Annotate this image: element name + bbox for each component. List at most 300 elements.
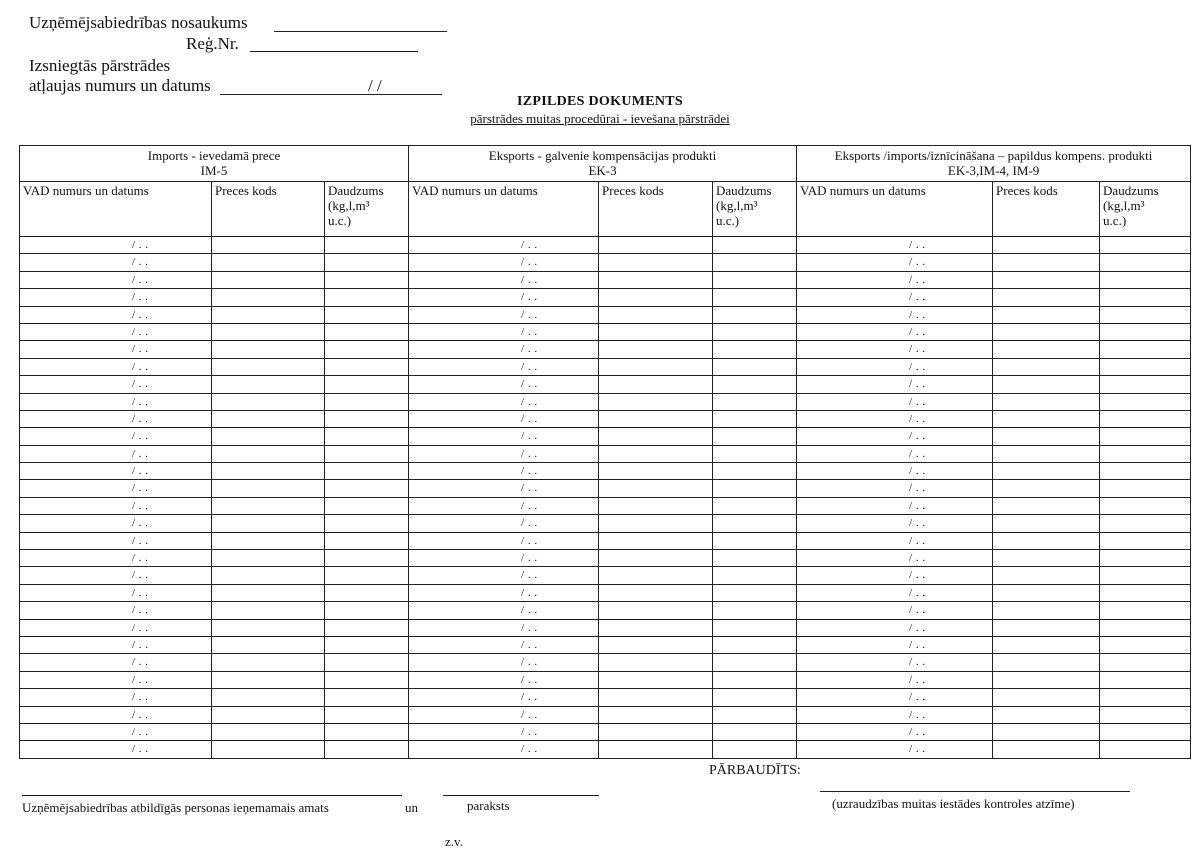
- vad-cell-export[interactable]: [409, 619, 599, 636]
- code-cell-export[interactable]: [599, 237, 713, 254]
- qty-cell-additional[interactable]: [1100, 654, 1191, 671]
- date-placeholder: / . .: [909, 673, 926, 686]
- vad-cell-export[interactable]: [409, 584, 599, 601]
- qty-cell-import[interactable]: [325, 480, 409, 497]
- code-cell-import[interactable]: [212, 706, 325, 723]
- qty-cell-additional[interactable]: [1100, 671, 1191, 688]
- vad-cell-import[interactable]: [20, 271, 212, 288]
- vad-cell-import[interactable]: [20, 515, 212, 532]
- vad-cell-additional[interactable]: [797, 237, 993, 254]
- code-cell-import[interactable]: [212, 741, 325, 758]
- vad-cell-import[interactable]: [20, 445, 212, 462]
- vad-cell-export[interactable]: [409, 445, 599, 462]
- code-cell-import[interactable]: [212, 237, 325, 254]
- code-cell-additional[interactable]: [993, 654, 1100, 671]
- qty-cell-import[interactable]: [325, 428, 409, 445]
- vad-cell-additional[interactable]: [797, 706, 993, 723]
- qty-cell-additional[interactable]: [1100, 428, 1191, 445]
- qty-cell-import[interactable]: [325, 636, 409, 653]
- vad-cell-import[interactable]: [20, 619, 212, 636]
- vad-cell-import[interactable]: [20, 689, 212, 706]
- vad-cell-additional[interactable]: [797, 376, 993, 393]
- qty-cell-additional[interactable]: [1100, 550, 1191, 567]
- code-cell-import[interactable]: [212, 515, 325, 532]
- qty-cell-export[interactable]: [713, 376, 797, 393]
- qty-cell-import[interactable]: [325, 723, 409, 740]
- vad-cell-additional[interactable]: [797, 741, 993, 758]
- vad-cell-export[interactable]: [409, 428, 599, 445]
- vad-cell-additional[interactable]: [797, 636, 993, 653]
- vad-cell-additional[interactable]: [797, 480, 993, 497]
- qty-cell-export[interactable]: [713, 636, 797, 653]
- qty-cell-additional[interactable]: [1100, 723, 1191, 740]
- qty-cell-additional[interactable]: [1100, 567, 1191, 584]
- code-cell-additional[interactable]: [993, 376, 1100, 393]
- vad-cell-additional[interactable]: [797, 254, 993, 271]
- code-cell-export[interactable]: [599, 636, 713, 653]
- qty-cell-additional[interactable]: [1100, 358, 1191, 375]
- qty-cell-additional[interactable]: [1100, 323, 1191, 340]
- code-cell-additional[interactable]: [993, 271, 1100, 288]
- vad-cell-export[interactable]: [409, 706, 599, 723]
- code-cell-import[interactable]: [212, 532, 325, 549]
- vad-cell-import[interactable]: [20, 636, 212, 653]
- code-cell-additional[interactable]: [993, 723, 1100, 740]
- code-cell-export[interactable]: [599, 619, 713, 636]
- table-row: [20, 619, 1191, 636]
- code-cell-export[interactable]: [599, 602, 713, 619]
- qty-cell-additional[interactable]: [1100, 741, 1191, 758]
- qty-cell-export[interactable]: [713, 550, 797, 567]
- qty-cell-export[interactable]: [713, 480, 797, 497]
- qty-cell-import[interactable]: [325, 619, 409, 636]
- qty-cell-export[interactable]: [713, 515, 797, 532]
- code-cell-import[interactable]: [212, 689, 325, 706]
- code-cell-additional[interactable]: [993, 306, 1100, 323]
- code-cell-import[interactable]: [212, 358, 325, 375]
- vad-cell-import[interactable]: [20, 237, 212, 254]
- vad-cell-additional[interactable]: [797, 445, 993, 462]
- vad-cell-export[interactable]: [409, 723, 599, 740]
- code-cell-additional[interactable]: [993, 393, 1100, 410]
- vad-cell-export[interactable]: [409, 480, 599, 497]
- qty-cell-export[interactable]: [713, 341, 797, 358]
- permit-date-slashes: / /: [368, 76, 382, 95]
- code-cell-additional[interactable]: [993, 550, 1100, 567]
- qty-cell-import[interactable]: [325, 654, 409, 671]
- vad-cell-export[interactable]: [409, 636, 599, 653]
- vad-cell-import[interactable]: [20, 410, 212, 427]
- vad-cell-export[interactable]: [409, 358, 599, 375]
- qty-cell-additional[interactable]: [1100, 271, 1191, 288]
- qty-cell-additional[interactable]: [1100, 689, 1191, 706]
- code-cell-import[interactable]: [212, 636, 325, 653]
- code-cell-export[interactable]: [599, 532, 713, 549]
- vad-cell-additional[interactable]: [797, 515, 993, 532]
- qty-cell-additional[interactable]: [1100, 376, 1191, 393]
- code-cell-import[interactable]: [212, 619, 325, 636]
- vad-cell-import[interactable]: [20, 341, 212, 358]
- qty-cell-export[interactable]: [713, 567, 797, 584]
- qty-cell-import[interactable]: [325, 289, 409, 306]
- qty-cell-import[interactable]: [325, 497, 409, 514]
- vad-cell-export[interactable]: [409, 306, 599, 323]
- qty-cell-export[interactable]: [713, 671, 797, 688]
- qty-cell-additional[interactable]: [1100, 341, 1191, 358]
- qty-cell-import[interactable]: [325, 341, 409, 358]
- code-cell-export[interactable]: [599, 567, 713, 584]
- code-cell-export[interactable]: [599, 515, 713, 532]
- qty-cell-export[interactable]: [713, 393, 797, 410]
- vad-cell-import[interactable]: [20, 706, 212, 723]
- date-placeholder: / . .: [909, 621, 926, 634]
- vad-cell-export[interactable]: [409, 741, 599, 758]
- qty-cell-additional[interactable]: [1100, 237, 1191, 254]
- vad-cell-import[interactable]: [20, 550, 212, 567]
- code-cell-import[interactable]: [212, 410, 325, 427]
- qty-cell-additional[interactable]: [1100, 497, 1191, 514]
- qty-cell-import[interactable]: [325, 358, 409, 375]
- vad-cell-additional[interactable]: [797, 550, 993, 567]
- vad-cell-additional[interactable]: [797, 410, 993, 427]
- vad-cell-additional[interactable]: [797, 497, 993, 514]
- qty-cell-import[interactable]: [325, 376, 409, 393]
- permit-label-line1: Izsniegtās pārstrādes: [29, 56, 171, 75]
- vad-cell-additional[interactable]: [797, 654, 993, 671]
- code-cell-import[interactable]: [212, 445, 325, 462]
- qty-cell-additional[interactable]: [1100, 602, 1191, 619]
- qty-cell-additional[interactable]: [1100, 393, 1191, 410]
- vad-cell-import[interactable]: [20, 532, 212, 549]
- qty-cell-import[interactable]: [325, 254, 409, 271]
- vad-cell-additional[interactable]: [797, 289, 993, 306]
- qty-cell-import[interactable]: [325, 463, 409, 480]
- vad-cell-additional[interactable]: [797, 323, 993, 340]
- qty-cell-import[interactable]: [325, 706, 409, 723]
- code-cell-export[interactable]: [599, 254, 713, 271]
- code-cell-import[interactable]: [212, 567, 325, 584]
- vad-cell-additional[interactable]: [797, 567, 993, 584]
- code-cell-export[interactable]: [599, 410, 713, 427]
- code-cell-additional[interactable]: [993, 445, 1100, 462]
- qty-cell-export[interactable]: [713, 323, 797, 340]
- qty-cell-import[interactable]: [325, 410, 409, 427]
- code-cell-additional[interactable]: [993, 706, 1100, 723]
- vad-cell-import[interactable]: [20, 654, 212, 671]
- vad-cell-export[interactable]: [409, 515, 599, 532]
- code-cell-export[interactable]: [599, 271, 713, 288]
- qty-cell-export[interactable]: [713, 463, 797, 480]
- code-cell-additional[interactable]: [993, 497, 1100, 514]
- vad-cell-export[interactable]: [409, 497, 599, 514]
- code-cell-import[interactable]: [212, 428, 325, 445]
- code-cell-import[interactable]: [212, 341, 325, 358]
- code-cell-additional[interactable]: [993, 515, 1100, 532]
- code-cell-export[interactable]: [599, 428, 713, 445]
- qty-cell-additional[interactable]: [1100, 445, 1191, 462]
- qty-cell-additional[interactable]: [1100, 619, 1191, 636]
- qty-cell-additional[interactable]: [1100, 463, 1191, 480]
- code-cell-export[interactable]: [599, 671, 713, 688]
- vad-cell-import[interactable]: [20, 376, 212, 393]
- qty-cell-export[interactable]: [713, 289, 797, 306]
- code-cell-additional[interactable]: [993, 636, 1100, 653]
- code-cell-export[interactable]: [599, 480, 713, 497]
- vad-cell-additional[interactable]: [797, 271, 993, 288]
- vad-cell-export[interactable]: [409, 254, 599, 271]
- vad-cell-import[interactable]: [20, 480, 212, 497]
- qty-cell-import[interactable]: [325, 689, 409, 706]
- vad-cell-import[interactable]: [20, 428, 212, 445]
- and-label: un: [405, 800, 418, 815]
- vad-cell-export[interactable]: [409, 671, 599, 688]
- vad-cell-import[interactable]: [20, 497, 212, 514]
- code-cell-import[interactable]: [212, 393, 325, 410]
- code-cell-import[interactable]: [212, 550, 325, 567]
- vad-cell-additional[interactable]: [797, 463, 993, 480]
- code-cell-additional[interactable]: [993, 584, 1100, 601]
- qty-cell-additional[interactable]: [1100, 584, 1191, 601]
- vad-cell-export[interactable]: [409, 550, 599, 567]
- date-placeholder: / . .: [909, 638, 926, 651]
- vad-cell-import[interactable]: [20, 602, 212, 619]
- vad-cell-additional[interactable]: [797, 723, 993, 740]
- vad-cell-export[interactable]: [409, 602, 599, 619]
- qty-cell-export[interactable]: [713, 741, 797, 758]
- document-title: IZPILDES DOKUMENTS: [516, 94, 684, 109]
- code-cell-additional[interactable]: [993, 602, 1100, 619]
- code-cell-additional[interactable]: [993, 567, 1100, 584]
- code-cell-additional[interactable]: [993, 254, 1100, 271]
- vad-cell-export[interactable]: [409, 532, 599, 549]
- qty-cell-import[interactable]: [325, 532, 409, 549]
- code-cell-import[interactable]: [212, 584, 325, 601]
- company-name-field[interactable]: [274, 31, 447, 32]
- code-cell-additional[interactable]: [993, 741, 1100, 758]
- qty-cell-export[interactable]: [713, 532, 797, 549]
- date-placeholder: / . .: [132, 412, 149, 425]
- date-placeholder: / . .: [132, 552, 149, 565]
- table-row: [20, 532, 1191, 549]
- vad-cell-export[interactable]: [409, 289, 599, 306]
- qty-cell-export[interactable]: [713, 706, 797, 723]
- qty-cell-import[interactable]: [325, 515, 409, 532]
- qty-cell-export[interactable]: [713, 602, 797, 619]
- code-cell-additional[interactable]: [993, 689, 1100, 706]
- col-vad-additional: VAD numurs un datums: [797, 182, 993, 237]
- qty-cell-import[interactable]: [325, 445, 409, 462]
- qty-cell-export[interactable]: [713, 497, 797, 514]
- vad-cell-export[interactable]: [409, 410, 599, 427]
- vad-cell-import[interactable]: [20, 584, 212, 601]
- code-cell-export[interactable]: [599, 654, 713, 671]
- qty-cell-export[interactable]: [713, 410, 797, 427]
- code-cell-export[interactable]: [599, 497, 713, 514]
- code-cell-export[interactable]: [599, 376, 713, 393]
- qty-cell-import[interactable]: [325, 393, 409, 410]
- code-cell-export[interactable]: [599, 463, 713, 480]
- code-cell-import[interactable]: [212, 723, 325, 740]
- qty-cell-import[interactable]: [325, 323, 409, 340]
- qty-cell-additional[interactable]: [1100, 306, 1191, 323]
- qty-cell-export[interactable]: [713, 271, 797, 288]
- vad-cell-additional[interactable]: [797, 358, 993, 375]
- qty-cell-import[interactable]: [325, 602, 409, 619]
- date-placeholder: / . .: [132, 360, 149, 373]
- code-cell-additional[interactable]: [993, 289, 1100, 306]
- vad-cell-import[interactable]: [20, 358, 212, 375]
- code-cell-import[interactable]: [212, 497, 325, 514]
- vad-cell-import[interactable]: [20, 723, 212, 740]
- qty-cell-additional[interactable]: [1100, 254, 1191, 271]
- code-cell-additional[interactable]: [993, 463, 1100, 480]
- code-cell-export[interactable]: [599, 741, 713, 758]
- table-row: [20, 323, 1191, 340]
- vad-cell-import[interactable]: [20, 671, 212, 688]
- vad-cell-additional[interactable]: [797, 393, 993, 410]
- code-cell-export[interactable]: [599, 550, 713, 567]
- qty-cell-additional[interactable]: [1100, 289, 1191, 306]
- qty-cell-export[interactable]: [713, 445, 797, 462]
- vad-cell-additional[interactable]: [797, 689, 993, 706]
- qty-cell-additional[interactable]: [1100, 410, 1191, 427]
- permit-label-line2: atļaujas numurs un datums: [29, 76, 211, 95]
- vad-cell-export[interactable]: [409, 393, 599, 410]
- code-cell-export[interactable]: [599, 706, 713, 723]
- date-placeholder: / . .: [909, 395, 926, 408]
- vad-cell-export[interactable]: [409, 376, 599, 393]
- code-cell-import[interactable]: [212, 480, 325, 497]
- qty-cell-export[interactable]: [713, 584, 797, 601]
- qty-cell-import[interactable]: [325, 671, 409, 688]
- date-placeholder: / . .: [521, 656, 538, 669]
- code-cell-import[interactable]: [212, 671, 325, 688]
- code-cell-export[interactable]: [599, 341, 713, 358]
- code-cell-additional[interactable]: [993, 341, 1100, 358]
- signature-line[interactable]: [443, 795, 599, 796]
- vad-cell-export[interactable]: [409, 689, 599, 706]
- code-cell-import[interactable]: [212, 602, 325, 619]
- code-cell-import[interactable]: [212, 463, 325, 480]
- code-cell-import[interactable]: [212, 271, 325, 288]
- vad-cell-export[interactable]: [409, 463, 599, 480]
- qty-cell-export[interactable]: [713, 306, 797, 323]
- code-cell-additional[interactable]: [993, 671, 1100, 688]
- code-cell-import[interactable]: [212, 323, 325, 340]
- code-cell-export[interactable]: [599, 393, 713, 410]
- vad-cell-additional[interactable]: [797, 306, 993, 323]
- vad-cell-import[interactable]: [20, 289, 212, 306]
- qty-cell-import[interactable]: [325, 584, 409, 601]
- code-cell-export[interactable]: [599, 289, 713, 306]
- date-placeholder: / . .: [132, 517, 149, 530]
- vad-cell-additional[interactable]: [797, 619, 993, 636]
- code-cell-additional[interactable]: [993, 410, 1100, 427]
- code-cell-import[interactable]: [212, 306, 325, 323]
- qty-cell-export[interactable]: [713, 654, 797, 671]
- date-placeholder: / . .: [521, 638, 538, 651]
- qty-cell-import[interactable]: [325, 237, 409, 254]
- code-cell-export[interactable]: [599, 723, 713, 740]
- code-cell-additional[interactable]: [993, 323, 1100, 340]
- table-row: [20, 237, 1191, 254]
- qty-cell-import[interactable]: [325, 550, 409, 567]
- date-placeholder: / . .: [132, 395, 149, 408]
- vad-cell-import[interactable]: [20, 463, 212, 480]
- vad-cell-additional[interactable]: [797, 671, 993, 688]
- code-cell-additional[interactable]: [993, 619, 1100, 636]
- date-placeholder: / . .: [909, 743, 926, 756]
- position-signature-line[interactable]: [22, 795, 402, 796]
- vad-cell-additional[interactable]: [797, 341, 993, 358]
- date-placeholder: / . .: [909, 360, 926, 373]
- code-cell-export[interactable]: [599, 445, 713, 462]
- code-cell-import[interactable]: [212, 254, 325, 271]
- vad-cell-import[interactable]: [20, 323, 212, 340]
- code-cell-import[interactable]: [212, 289, 325, 306]
- date-placeholder: / . .: [132, 621, 149, 634]
- vad-cell-export[interactable]: [409, 567, 599, 584]
- customs-mark-line[interactable]: [820, 791, 1130, 792]
- vad-cell-additional[interactable]: [797, 584, 993, 601]
- qty-cell-export[interactable]: [713, 254, 797, 271]
- vad-cell-additional[interactable]: [797, 428, 993, 445]
- code-cell-import[interactable]: [212, 654, 325, 671]
- code-cell-export[interactable]: [599, 358, 713, 375]
- vad-cell-export[interactable]: [409, 654, 599, 671]
- qty-cell-export[interactable]: [713, 619, 797, 636]
- qty-cell-additional[interactable]: [1100, 515, 1191, 532]
- qty-cell-export[interactable]: [713, 689, 797, 706]
- qty-cell-export[interactable]: [713, 358, 797, 375]
- code-cell-export[interactable]: [599, 323, 713, 340]
- qty-cell-import[interactable]: [325, 741, 409, 758]
- qty-cell-import[interactable]: [325, 567, 409, 584]
- vad-cell-import[interactable]: [20, 567, 212, 584]
- code-cell-additional[interactable]: [993, 480, 1100, 497]
- code-cell-export[interactable]: [599, 584, 713, 601]
- group-header-row: [20, 146, 1191, 182]
- vad-cell-import[interactable]: [20, 741, 212, 758]
- code-cell-additional[interactable]: [993, 428, 1100, 445]
- vad-cell-additional[interactable]: [797, 602, 993, 619]
- vad-cell-import[interactable]: [20, 254, 212, 271]
- vad-cell-import[interactable]: [20, 393, 212, 410]
- qty-cell-additional[interactable]: [1100, 636, 1191, 653]
- code-cell-additional[interactable]: [993, 237, 1100, 254]
- code-cell-export[interactable]: [599, 689, 713, 706]
- qty-cell-import[interactable]: [325, 271, 409, 288]
- vad-cell-export[interactable]: [409, 237, 599, 254]
- code-cell-additional[interactable]: [993, 532, 1100, 549]
- qty-cell-additional[interactable]: [1100, 480, 1191, 497]
- code-cell-export[interactable]: [599, 306, 713, 323]
- code-cell-additional[interactable]: [993, 358, 1100, 375]
- qty-cell-export[interactable]: [713, 428, 797, 445]
- reg-nr-field[interactable]: [250, 51, 418, 52]
- vad-cell-additional[interactable]: [797, 532, 993, 549]
- code-cell-import[interactable]: [212, 376, 325, 393]
- qty-cell-additional[interactable]: [1100, 532, 1191, 549]
- qty-cell-import[interactable]: [325, 306, 409, 323]
- vad-cell-export[interactable]: [409, 341, 599, 358]
- vad-cell-export[interactable]: [409, 271, 599, 288]
- vad-cell-export[interactable]: [409, 323, 599, 340]
- qty-cell-export[interactable]: [713, 237, 797, 254]
- vad-cell-import[interactable]: [20, 306, 212, 323]
- qty-cell-additional[interactable]: [1100, 706, 1191, 723]
- qty-cell-export[interactable]: [713, 723, 797, 740]
